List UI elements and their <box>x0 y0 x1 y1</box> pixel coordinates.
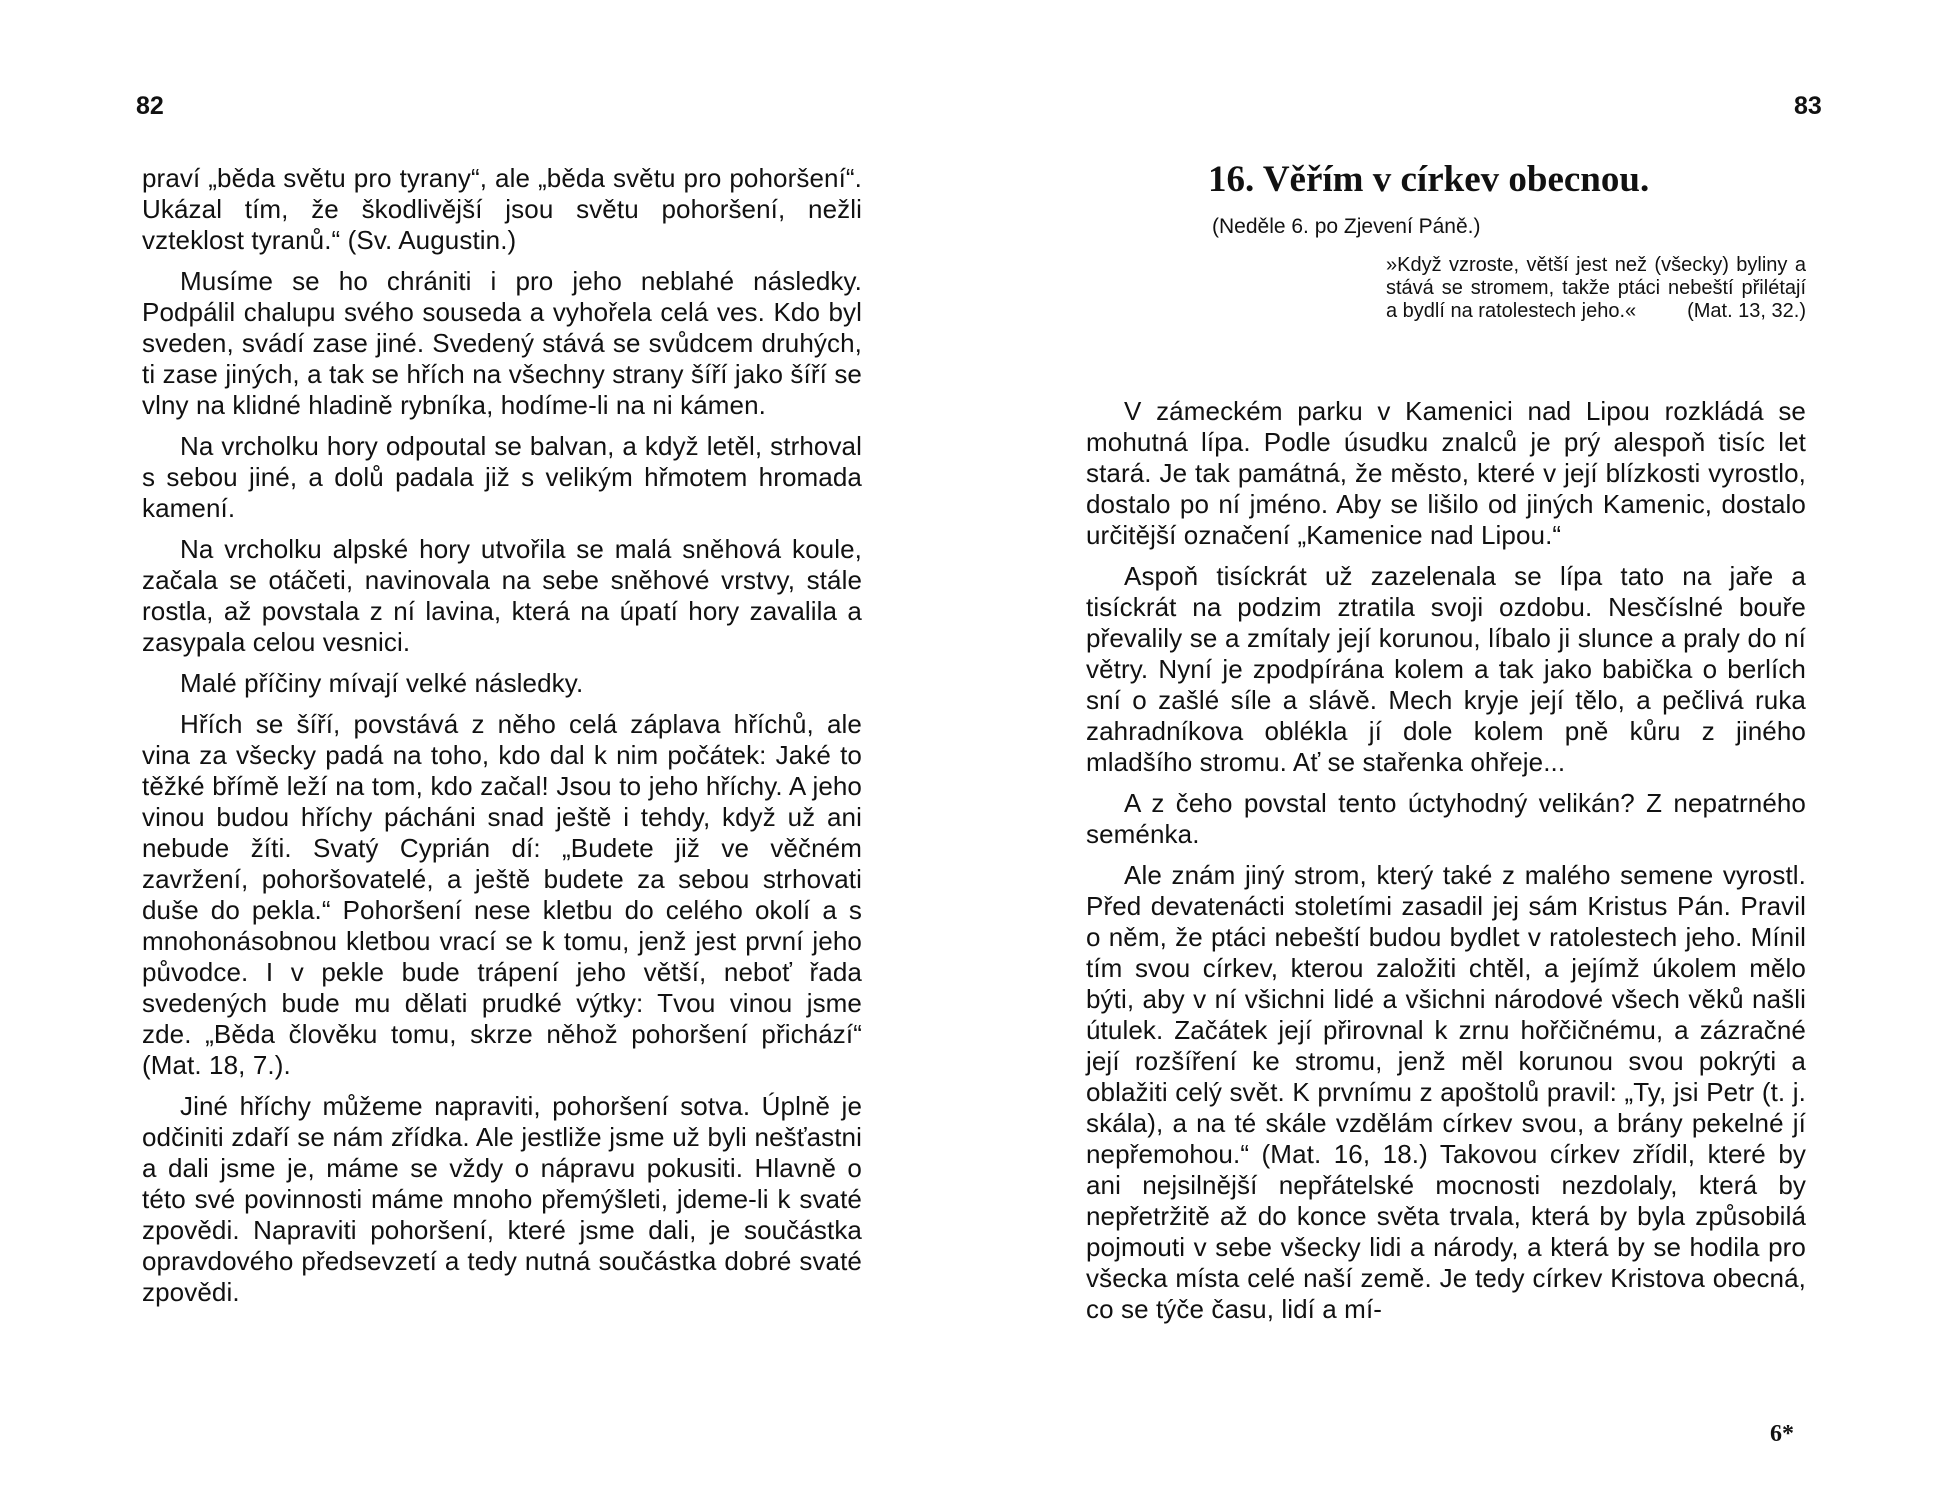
signature-mark: 6* <box>1770 1421 1794 1447</box>
paragraph: Malé příčiny mívají velké následky. <box>180 668 584 698</box>
paragraph: V zámeckém parku v Kamenici nad Lipou rozkládá se mohutná lípa. Podle úsudku znalců je prý alespoň tisíc let stará. Je tak památná, že město, které v její blízkosti vyrostlo, dostalo po ní jméno. Aby se lišilo od jiných Kamenic, dostalo určitější označení „Kamenice nad Lipou.“ <box>1086 396 1806 550</box>
paragraph: Na vrcholku hory odpoutal se balvan, a když letěl, strhoval s sebou jiné, a dolů padala již s velikým hřmotem hromada kamení. <box>142 431 862 523</box>
paragraph: Hřích se šíří, povstává z něho celá záplava hříchů, ale vina za všecky padá na toho, kdo dal k nim počátek: Jaké to těžké břímě leží na tom, kdo začal! Jsou to jeho hříchy. A jeho vinou budou hříchy pácháni snad ještě i tehdy, když už ani nebude žíti. Svatý Cyprián dí: „Budete již ve věčném zavržení, pohoršovatelé, a ještě budete za sebou strhovati duše do pekla.“ Pohoršení nese kletbu do celého okolí a s mnohonásobnou kletbou vrací se k tomu, jenž jest první jeho původce. I v pekle bude trápení jeho větší, neboť řada svedených bude mu dělati prudké výtky: Tvou vinou jsme zde. „Běda člověku tomu, skrze něhož pohoršení přichází“ (Mat. 18, 7.). <box>142 709 862 1080</box>
page-number-right: 83 <box>1794 92 1822 120</box>
paragraph: Na vrcholku alpské hory utvořila se malá sněhová koule, začala se otáčeti, navinovala na sebe sněhové vrstvy, stále rostla, až povstala z ní lavina, která na úpatí hory zavalila a zasypala celou vesnici. <box>142 534 862 657</box>
paragraph: praví „běda světu pro tyrany“, ale „běda světu pro pohoršení“. Ukázal tím, že škodlivější jsou světu pohoršení, nežli vzteklost tyranů.“ (Sv. Augustin.) <box>142 163 862 255</box>
chapter-title: 16. Věřím v církev obecnou. <box>1208 159 1650 200</box>
right-page <box>968 0 1936 1500</box>
right-text-column <box>1086 396 1806 1335</box>
paragraph: Musíme se ho chrániti i pro jeho neblahé následky. Podpálil chalupu svého souseda a vyhořela celá ves. Kdo byl sveden, svádí zase jiné. Svedený stává se svůdcem druhých, ti zase jiných, a tak se hřích na všechny strany šíří jako šíří se vlny na klidné hladině rybníka, hodíme-li na ni kámen. <box>142 266 862 420</box>
motto-quote <box>1386 254 1806 323</box>
paragraph: Aspoň tisíckrát už zazelenala se lípa tato na jaře a tisíckrát na podzim ztratila svoji ozdobu. Nesčíslné bouře převalily se a zmítaly její korunou, líbalo ji slunce a praly do ní větry. Nyní je zpodpírána kolem a tak jako babička o berlích sní o zašlé síle a slávě. Mech kryje její tělo, a pečlivá ruka zahradníkova oblékla jí dole kolem pně kůru z jiného mladšího stromu. Ať se stařenka ohřeje... <box>1086 561 1806 777</box>
paragraph: Jiné hříchy můžeme napraviti, pohoršení sotva. Úplně je odčiniti zdaří se nám zřídka. Ale jestliže jsme už byli nešťastni a dali jsme je, máme se vždy o nápravu pokusiti. Hlavně o této své povinnosti máme mnoho přemýšleti, jdeme-li k svaté zpovědi. Napraviti pohoršení, které jsme dali, je součástka opravdového předsevzetí a tedy nutná součástka dobré svaté zpovědi. <box>142 1091 862 1307</box>
motto-reference: (Mat. 13, 32.) <box>1687 300 1806 322</box>
left-text-column <box>142 163 862 1318</box>
page-number-left: 82 <box>136 92 164 120</box>
paragraph: Ale znám jiný strom, který také z malého semene vyrostl. Před devatenácti stoletími zasadil jej sám Kristus Pán. Pravil o něm, že ptáci nebeští budou bydlet v ratolestech jeho. Mínil tím svou církev, kterou založiti chtěl, a jejímž úkolem mělo býti, aby v ní všichni lidé a všichni národové všech věků našli útulek. Začátek její přirovnal k zrnu hořčičnému, a zázračné její rozšíření ke stromu, jenž měl korunou svou pokrýti a oblažiti celý svět. K prvnímu z apoštolů pravil: „Ty, jsi Petr (t. j. skála), a na té skále vzdělám církev svou, a brány pekelné jí nepřemohou.“ (Mat. 16, 18.) Takovou církev zřídil, které by ani nejsilnější nepřátelské mocnosti nezdolaly, která by nepřetržitě až do konce světa trvala, která by byla způsobilá pojmouti v sebe všecky lidi a národy, a která by se hodila pro všecka místa celé naší země. Je tedy církev Kristova obecná, co se týče času, lidí a mí- <box>1086 860 1806 1324</box>
paragraph: A z čeho povstal tento úctyhodný velikán? Z nepatrného seménka. <box>1086 788 1806 849</box>
chapter-subtitle: (Neděle 6. po Zjevení Páně.) <box>1212 215 1481 238</box>
motto-text: »Když vzroste, větší jest než (všecky) byliny a stává se stromem, takže ptáci nebeští přilétají a bydlí na ratolestech jeho.« <box>1386 254 1806 322</box>
